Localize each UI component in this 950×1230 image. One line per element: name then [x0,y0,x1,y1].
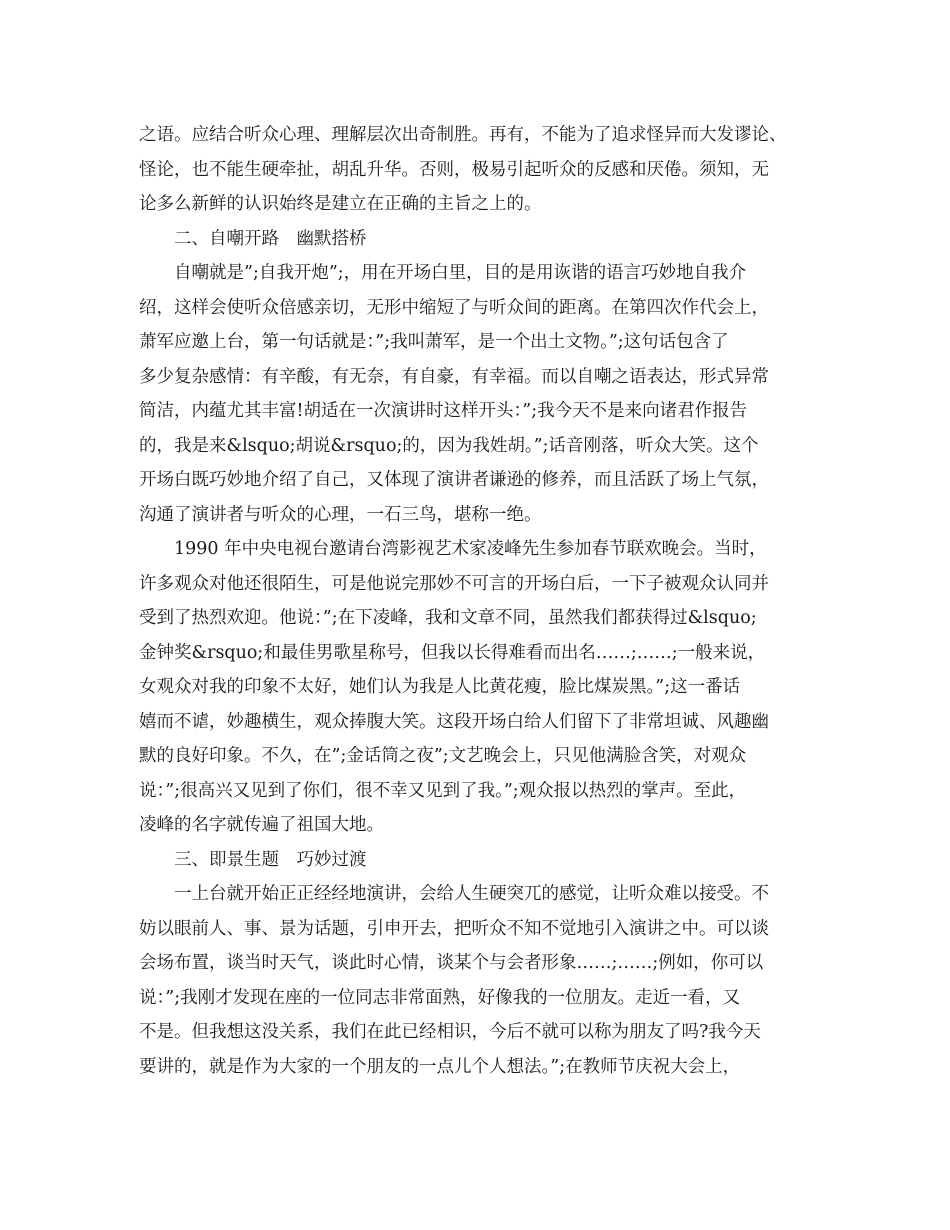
text-line: 的，我是来&lsquo;胡说&rsquo;的，因为我姓胡。”;话音刚落，听众大笑。这个 [139,435,759,456]
text-line: 女观众对我的印象不太好，她们认为我是人比黄花瘦，脸比煤炭黑。”;这一番话 [139,677,741,697]
text-line: 之语。应结合听众心理、理解层次出奇制胜。再有，不能为了追求怪异而大发谬论、 [139,125,787,145]
text-line: 开场白既巧妙地介绍了自己，又体现了演讲者谦逊的修养，而且活跃了场上气氛， [139,470,769,490]
text-line: 嬉而不谑，妙趣横生，观众捧腹大笑。这段开场白给人们留下了非常坦诚、风趣幽 [139,711,769,732]
text-line: 怪论，也不能生硬牵扯，胡乱升华。否则，极易引起听众的反感和厌倦。须知，无 [139,159,769,180]
text-line: 金钟奖&rsquo;和最佳男歌星称号，但我以长得难看而出名……;……;一般来说， [139,642,766,663]
document-body [139,118,829,1084]
text-line: 默的良好印象。不久，在”;金话筒之夜”;文艺晚会上，只见他满脸含笑，对观众 [139,746,747,766]
text-line: 论多么新鲜的认识始终是建立在正确的主旨之上的。 [139,194,542,214]
text-line: 多少复杂感情：有辛酸，有无奈，有自豪，有幸福。而以自嘲之语表达，形式异常 [139,366,769,387]
text-line: 简洁，内蕴尤其丰富!胡适在一次演讲时这样开头：”;我今天不是来向诸君作报告 [139,401,748,421]
section-heading: 二、自嘲开路 幽默搭桥 [174,228,367,249]
text-line: 凌峰的名字就传遍了祖国大地。 [139,815,384,835]
text-line: 萧军应邀上台，第一句话就是：”;我叫萧军，是一个出土文物。”;这句话包含了 [139,332,729,352]
text-line: 沟通了演讲者与听众的心理，一石三鸟，堪称一绝。 [139,504,542,525]
section-heading: 三、即景生题 巧妙过渡 [174,849,367,870]
text-line: 许多观众对他还很陌生，可是他说完那妙不可言的开场白后，一下子被观众认同并 [139,573,769,594]
text-line: 会场布置，谈当时天气，谈此时心情，谈某个与会者形象……;……;例如，你可以 [139,953,764,973]
text-line: 说：”;很高兴又见到了你们，很不幸又见到了我。”;观众报以热烈的掌声。至此， [139,780,747,801]
text-line: 自嘲就是”;自我开炮”;，用在开场白里，目的是用诙谐的语言巧妙地自我介 [174,263,747,283]
text-line: 受到了热烈欢迎。他说：”;在下凌峰，我和文章不同，虽然我们都获得过&lsquo; [139,608,757,628]
text-line: 说：”;我刚才发现在座的一位同志非常面熟，好像我的一位朋友。走近一看，又 [139,987,741,1008]
text-line: 绍，这样会使听众倍感亲切，无形中缩短了与听众间的距离。在第四次作代会上， [139,297,769,318]
text-line: 一上台就开始正正经经地演讲，会给人生硬突兀的感觉，让听众难以接受。不 [174,884,769,904]
text-line: 不是。但我想这没关系，我们在此已经相识，今后不就可以称为朋友了吗?我今天 [139,1022,761,1042]
text-line: 妨以眼前人、事、景为话题，引申开去，把听众不知不觉地引入演讲之中。可以谈 [139,918,769,939]
text-line: 1990 年中央电视台邀请台湾影视艺术家凌峰先生参加春节联欢晚会。当时， [174,539,767,559]
text-line: 要讲的，就是作为大家的一个朋友的一点儿个人想法。”;在教师节庆祝大会上， [139,1056,741,1077]
